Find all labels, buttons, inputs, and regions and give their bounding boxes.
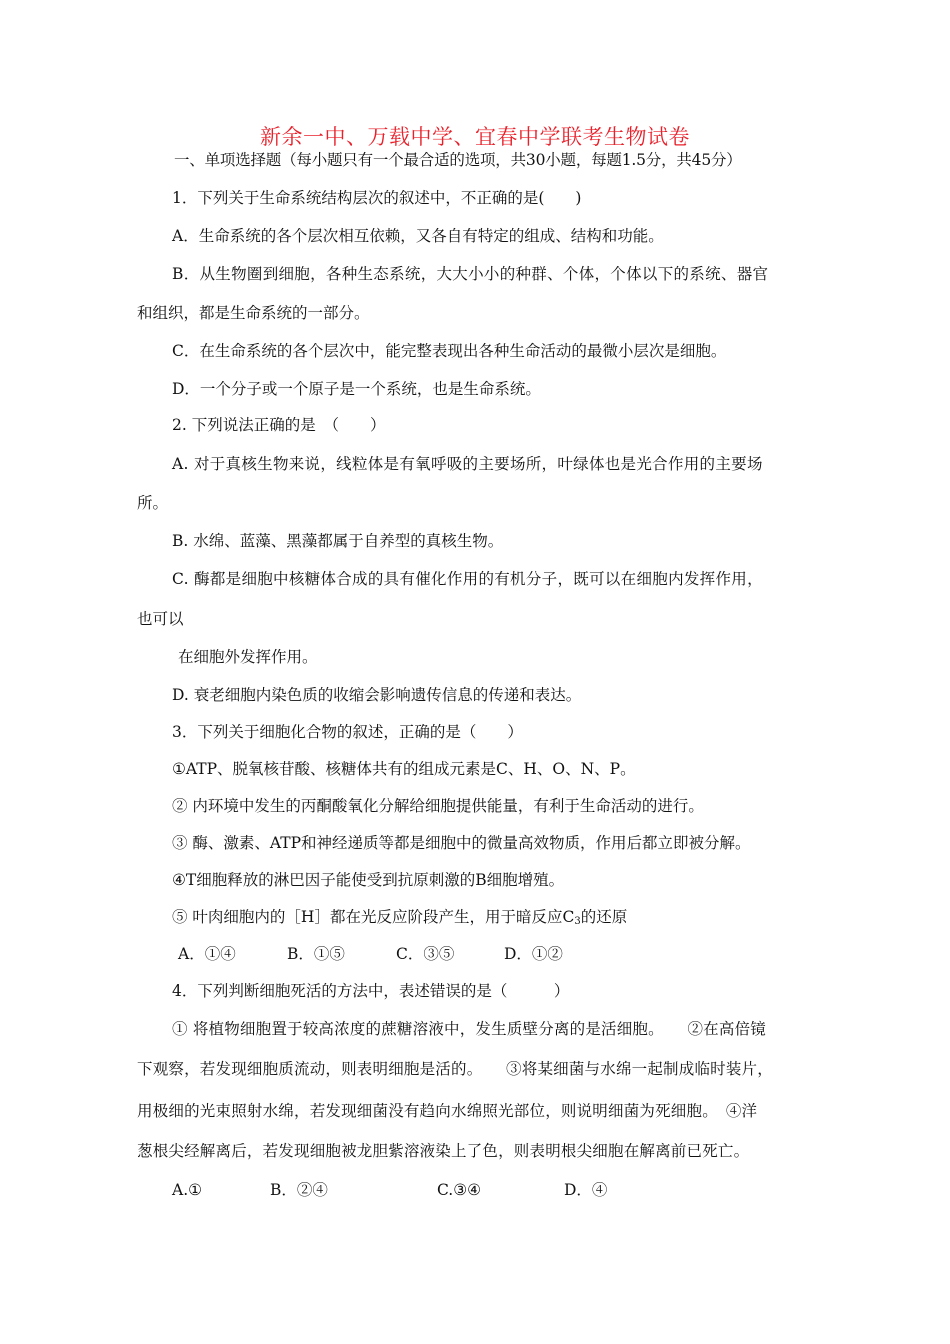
q4-choice-d: D．④	[564, 1181, 608, 1199]
q3-statement-5-tail: 的还原	[580, 908, 628, 926]
q3-statement-1: ①ATP、脱氧核苷酸、核糖体共有的组成元素是C、H、O、N、P。	[172, 760, 636, 778]
section-heading: 一、单项选择题（每小题只有一个最合适的选项，共30小题，每题1.5分，共45分）	[174, 151, 742, 169]
q3-statement-5-subscript: 3	[574, 916, 581, 927]
q3-choice-b: B．①⑤	[287, 945, 345, 963]
q1-option-d: D．一个分子或一个原子是一个系统，也是生命系统。	[172, 380, 541, 398]
q1-option-b-line2: 和组织，都是生命系统的一部分。	[137, 304, 370, 322]
q2-stem: 2. 下列说法正确的是 （ ）	[172, 416, 386, 434]
q3-stem: 3．下列关于细胞化合物的叙述，正确的是（ ）	[172, 723, 523, 741]
q2-option-a-line2: 所。	[137, 494, 169, 512]
q3-statement-2: ② 内环境中发生的丙酮酸氧化分解给细胞提供能量，有利于生命活动的进行。	[172, 797, 704, 815]
q4-choice-a: A.①	[172, 1181, 203, 1199]
q3-statement-3: ③ 酶、激素、ATP和神经递质等都是细胞中的微量高效物质，作用后都立即被分解。	[172, 834, 751, 852]
q4-body-line1: ① 将植物细胞置于较高浓度的蔗糖溶液中，发生质壁分离的是活细胞。 ②在高倍镜	[172, 1020, 766, 1038]
q2-option-c-line1: C. 酶都是细胞中核糖体合成的具有催化作用的有机分子，既可以在细胞内发挥作用，	[172, 570, 763, 588]
q4-body-line3: 用极细的光束照射水绵，若发现细菌没有趋向水绵照光部位，则说明细菌为死细胞。 ④洋	[137, 1102, 758, 1120]
q2-option-c-line3: 在细胞外发挥作用。	[178, 648, 318, 666]
q2-option-c-line2: 也可以	[137, 610, 184, 628]
q1-option-a: A．生命系统的各个层次相互依赖，又各自有特定的组成、结构和功能。	[172, 227, 664, 245]
q1-option-b-line1: B．从生物圈到细胞，各种生态系统，大大小小的种群、个体，个体以下的系统、器官	[172, 265, 769, 283]
q4-body-line4: 葱根尖经解离后，若发现细胞被龙胆紫溶液染上了色，则表明根尖细胞在解离前已死亡。	[137, 1142, 750, 1160]
q4-choice-b: B．②④	[270, 1181, 328, 1199]
q4-body-line2: 下观察，若发现细胞质流动，则表明细胞是活的。 ③将某细菌与水绵一起制成临时装片，	[137, 1060, 773, 1078]
q3-statement-5-text: ⑤ 叶肉细胞内的［H］都在光反应阶段产生，用于暗反应C	[172, 908, 575, 926]
q3-choice-d: D．①②	[504, 945, 563, 963]
q3-statement-4: ④T细胞释放的淋巴因子能使受到抗原刺激的B细胞增殖。	[172, 871, 565, 889]
q2-option-a-line1: A. 对于真核生物来说，线粒体是有氧呼吸的主要场所，叶绿体也是光合作用的主要场	[172, 455, 763, 473]
q3-statement-5	[172, 907, 627, 932]
q2-option-d: D. 衰老细胞内染色质的收缩会影响遗传信息的传递和表达。	[172, 686, 582, 704]
q4-choice-c: C.③④	[437, 1181, 482, 1199]
q1-stem: 1．下列关于生命系统结构层次的叙述中，不正确的是( )	[172, 189, 582, 207]
q3-choice-a: A．①④	[178, 945, 236, 963]
exam-title: 新余一中、万载中学、宜春中学联考生物试卷	[260, 125, 690, 149]
q1-option-c: C．在生命系统的各个层次中，能完整表现出各种生命活动的最微小层次是细胞。	[172, 342, 727, 360]
q4-stem: 4．下列判断细胞死活的方法中，表述错误的是（ ）	[172, 982, 570, 1000]
q2-option-b: B. 水绵、蓝藻、黑藻都属于自养型的真核生物。	[172, 532, 504, 550]
q3-choice-c: C．③⑤	[396, 945, 455, 963]
